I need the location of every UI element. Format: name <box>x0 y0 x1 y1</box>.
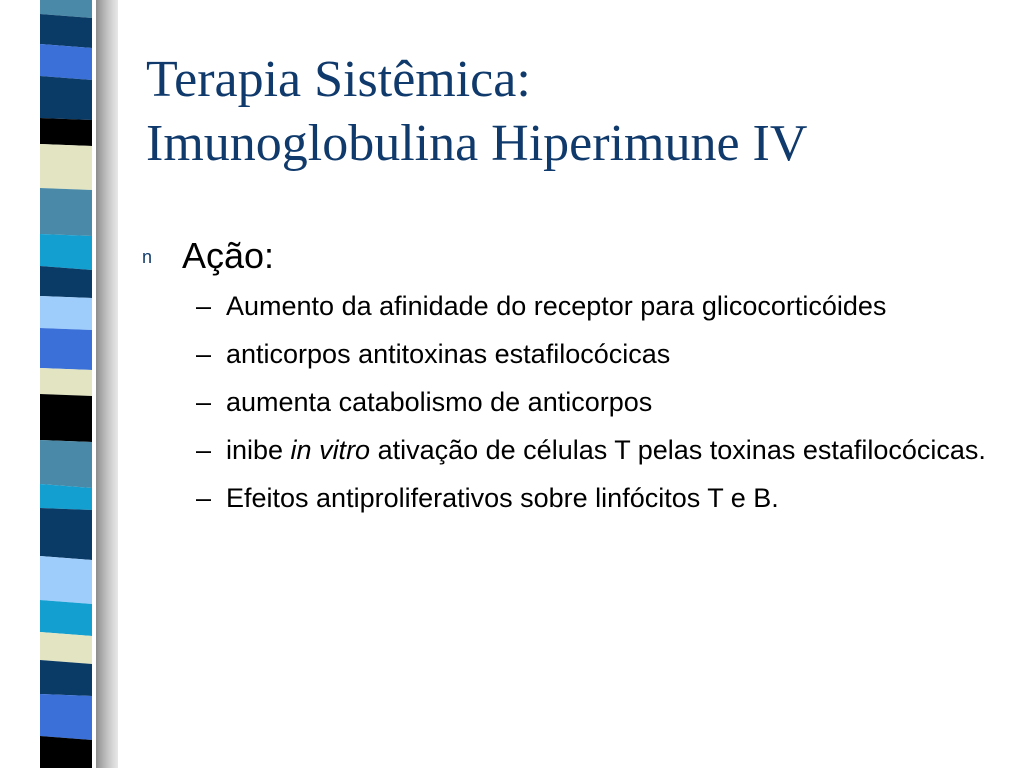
title-line-2: Imunoglobulina Hiperimune IV <box>146 115 808 172</box>
stripe-shadow <box>96 0 118 768</box>
sub-bullet-item <box>142 478 1002 518</box>
sub-bullet-item <box>142 334 1002 374</box>
dash-bullet-icon: – <box>196 435 212 465</box>
slide-title <box>146 48 1006 176</box>
dash-bullet-icon: – <box>196 387 212 417</box>
sub-bullet-italic-text: in vitro <box>290 435 371 465</box>
sub-bullet-text: Efeitos antiproliferativos sobre linfócitos T e B. <box>226 483 779 513</box>
dash-bullet-icon: – <box>196 291 212 321</box>
sub-bullet-item <box>142 382 1002 422</box>
sub-bullet-text: aumenta catabolismo de anticorpos <box>226 387 653 417</box>
main-bullet-text: Ação: <box>182 235 275 276</box>
sub-bullet-text-part-1: inibe <box>226 435 291 465</box>
title-line-1: Terapia Sistêmica: <box>146 51 531 108</box>
square-bullet-icon: n <box>142 247 153 267</box>
sub-bullet-text: Aumento da afinidade do receptor para glicocorticóides <box>226 291 887 321</box>
sub-bullet-item <box>142 430 1002 470</box>
sub-bullet-text: anticorpos antitoxinas estafilocócicas <box>226 339 671 369</box>
sub-bullet-text-part-2: ativação de células T pelas toxinas estafilocócicas. <box>370 435 986 465</box>
stripe-bar-graphic <box>0 0 118 768</box>
stripe-blocks <box>40 0 92 768</box>
sub-bullet-list <box>142 286 1002 518</box>
dash-bullet-icon: – <box>196 483 212 513</box>
slide-content <box>142 232 1002 526</box>
dash-bullet-icon: – <box>196 339 212 369</box>
decorative-stripe-bar <box>0 0 118 768</box>
sub-bullet-item <box>142 286 1002 326</box>
main-bullet-item <box>142 232 1002 280</box>
